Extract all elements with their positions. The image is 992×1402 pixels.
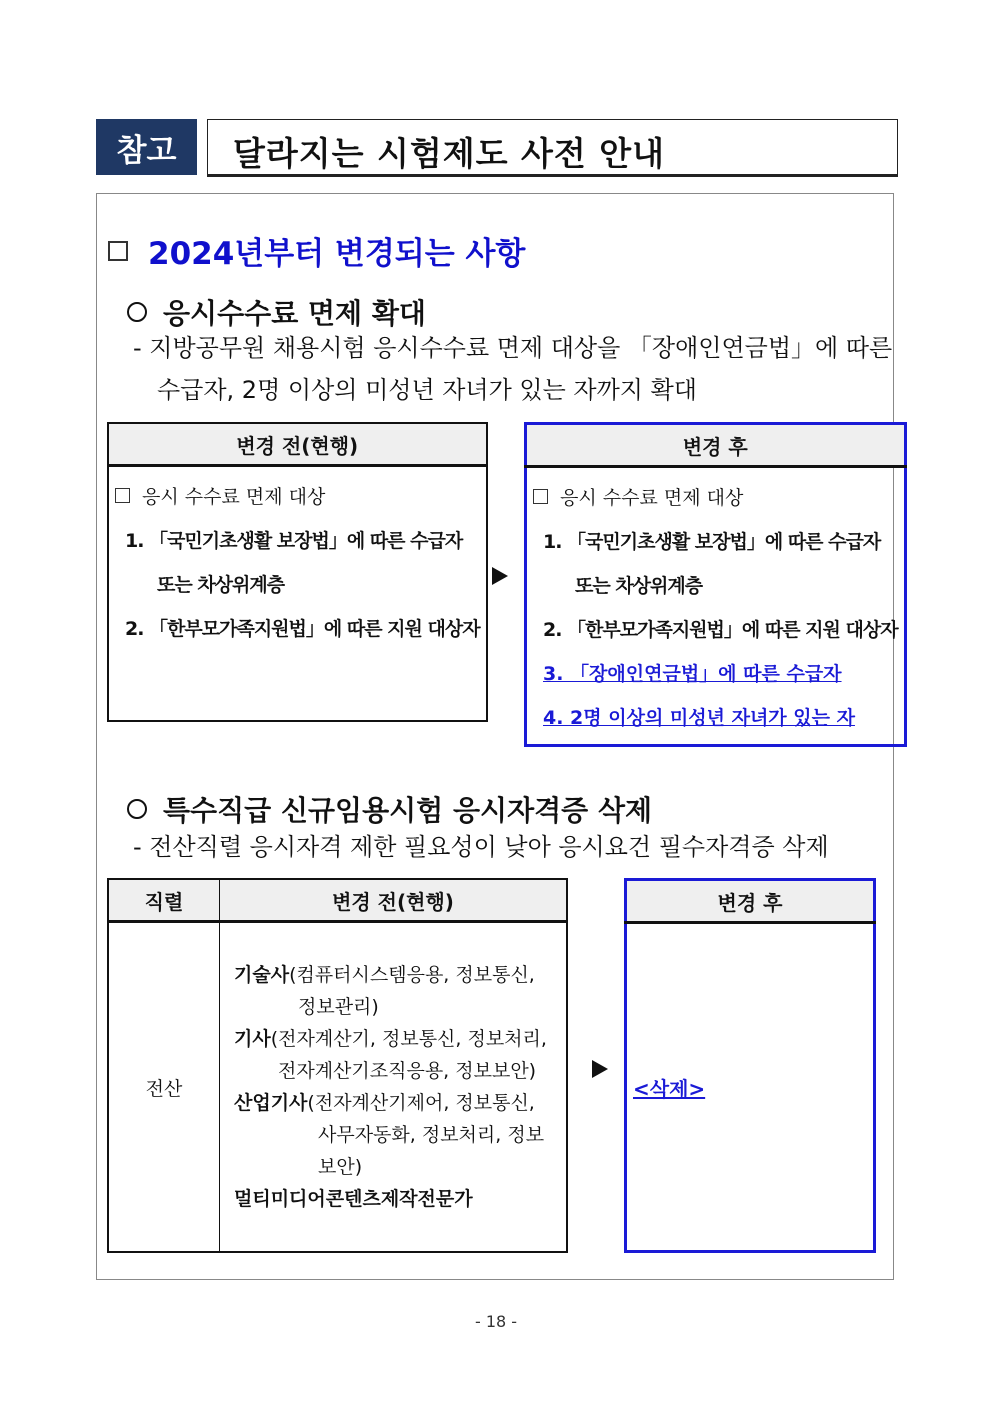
deleted-label: <삭제> — [633, 1076, 706, 1101]
item1-desc-line1: - 지방공무원 채용시험 응시수수료 면제 대상을 「장애인연금법」에 따른 — [133, 334, 893, 362]
qual-1-detail: (컴퓨터시스템응용, 정보통신, — [289, 964, 535, 986]
qual-2-cont: 전자계산기조직응용, 정보보안) — [278, 1060, 537, 1082]
fee-exemption-before-table — [107, 422, 488, 722]
before-line-2: 또는 차상위계층 — [157, 573, 285, 596]
certificate-after-table — [624, 878, 876, 1253]
section-title-text: 2024년부터 변경되는 사항 — [148, 236, 526, 272]
qualification-cell — [220, 922, 568, 1253]
before-heading-text: 응시 수수료 면제 대상 — [142, 485, 326, 508]
square-bullet-icon — [115, 488, 130, 503]
after-heading-text: 응시 수수료 면제 대상 — [560, 486, 744, 509]
after-line-3: 2. 「한부모가족지원법」에 따른 지원 대상자 — [543, 618, 898, 641]
col-job-header: 직렬 — [108, 879, 220, 922]
qual-1-cont: 정보관리) — [298, 996, 379, 1018]
qual-2 — [234, 1023, 560, 1055]
arrow-right-icon — [492, 567, 508, 585]
square-bullet-icon — [533, 489, 548, 504]
after-line-2: 또는 차상위계층 — [575, 574, 703, 597]
before-header: 변경 전(현행) — [108, 423, 487, 466]
after-line-1: 1. 「국민기초생활 보장법」에 따른 수급자 — [543, 530, 881, 553]
certificate-before-table — [107, 878, 568, 1253]
reference-tag: 참고 — [96, 119, 197, 175]
item2-title-text: 특수직급 신규임용시험 응시자격증 삭제 — [163, 794, 653, 827]
qual-2-detail: (전자계산기, 정보통신, 정보처리, — [270, 1028, 547, 1050]
item1-title — [127, 292, 426, 332]
before-heading — [115, 473, 480, 517]
arrow-right-icon — [592, 1060, 608, 1078]
page-number: - 18 - — [474, 1312, 518, 1331]
job-cell: 전산 — [108, 922, 220, 1253]
qual-2-title: 기사 — [234, 1028, 271, 1050]
after-header: 변경 후 — [526, 424, 906, 467]
qual-3-cont2: 보안) — [318, 1156, 363, 1178]
qual-3-cont1: 사무자동화, 정보처리, 정보 — [318, 1124, 545, 1146]
qual-1 — [234, 959, 560, 991]
before-line-3: 2. 「한부모가족지원법」에 따른 지원 대상자 — [125, 617, 480, 640]
circle-bullet-icon — [127, 302, 147, 322]
qual-3-title: 산업기사 — [234, 1092, 308, 1114]
qual-4 — [234, 1183, 560, 1215]
qual-3 — [234, 1087, 560, 1119]
circle-bullet-icon — [127, 799, 147, 819]
item1-desc-line2: 수급자, 2명 이상의 미성년 자녀가 있는 자까지 확대 — [157, 376, 697, 404]
after-new-line-1: 3. 「장애인연금법」에 따른 수급자 — [543, 662, 842, 685]
after-new-line-2: 4. 2명 이상의 미성년 자녀가 있는 자 — [543, 706, 855, 729]
item2-title — [127, 789, 652, 829]
item2-desc: - 전산직렬 응시자격 제한 필요성이 낮아 응시요건 필수자격증 삭제 — [133, 833, 829, 861]
qual-1-title: 기술사 — [234, 964, 290, 986]
qual-4-title: 멀티미디어콘텐츠제작전문가 — [234, 1188, 473, 1210]
item1-title-text: 응시수수료 면제 확대 — [163, 297, 426, 330]
section-title — [108, 228, 525, 273]
fee-exemption-after-table — [524, 422, 907, 747]
qual-3-detail: (전자계산기제어, 정보통신, — [307, 1092, 535, 1114]
before-line-1: 1. 「국민기초생활 보장법」에 따른 수급자 — [125, 529, 463, 552]
col-after-header: 변경 후 — [626, 880, 875, 923]
after-heading — [533, 474, 898, 518]
square-bullet-icon — [108, 241, 128, 261]
page-title: 달라지는 시험제도 사전 안내 — [233, 134, 666, 173]
col-before-header: 변경 전(현행) — [220, 879, 568, 922]
